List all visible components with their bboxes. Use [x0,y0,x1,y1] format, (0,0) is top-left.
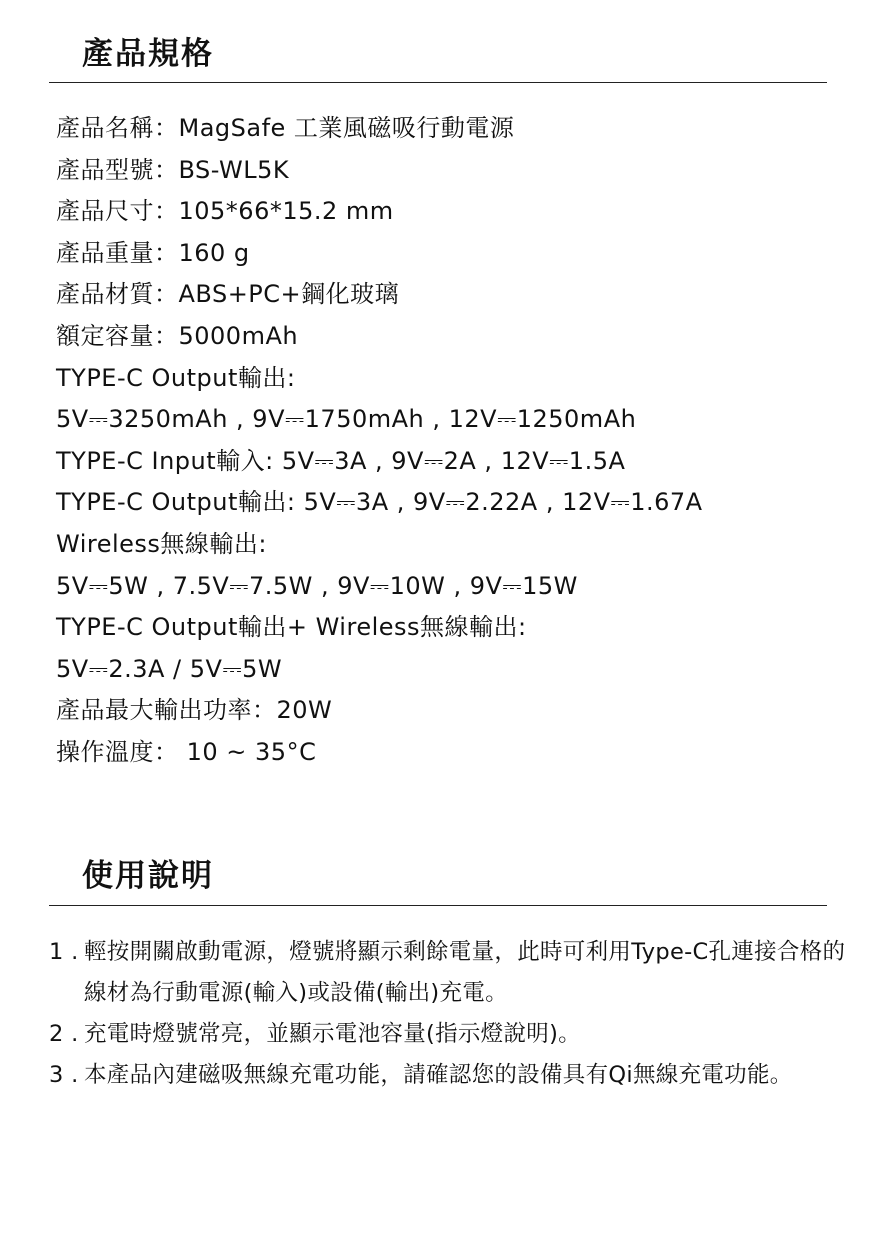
spec-line-product-name: 產品名稱：MagSafe 工業風磁吸行動電源 [56,114,515,142]
usage-item-text: 本產品內建磁吸無線充電功能，請確認您的設備具有Qi無線充電功能。 [84,1062,793,1088]
usage-item-number: 2 . [49,1021,79,1047]
spec-line-dimensions: 產品尺寸：105*66*15.2 mm [56,197,394,226]
spec-section-title: 產品規格 [82,36,214,72]
spec-line-model: 產品型號：BS-WL5K [56,155,290,184]
spec-line-wireless-heading: Wireless無線輸出: [56,529,268,558]
usage-item-text: 充電時燈號常亮，並顯示電池容量(指示燈說明)。 [84,1021,581,1047]
usage-section-title: 使用說明 [82,858,214,894]
spec-line-weight: 產品重量：160 g [56,238,250,267]
usage-item-number: 3 . [49,1062,79,1088]
usage-list [49,932,849,1096]
spec-line-typec-output: TYPE-C Output輸出: 5V⎓3A , 9V⎓2.22A , 12V⎓1.67A [56,488,703,517]
spec-divider [49,82,827,83]
spec-line-operating-temp: 操作溫度： 10 ~ 35°C [56,737,317,766]
usage-item [49,1055,849,1096]
spec-line-wireless-values: 5V⎓5W , 7.5V⎓7.5W , 9V⎓10W , 9V⎓15W [56,571,578,600]
usage-item-number: 1 . [49,939,79,965]
spec-line-combined-heading: TYPE-C Output輸出+ Wireless無線輸出: [56,613,527,642]
usage-divider [49,905,827,906]
spec-line-material: 產品材質：ABS+PC+鋼化玻璃 [56,280,400,309]
usage-item-text: 輕按開關啟動電源，燈號將顯示剩餘電量，此時可利用Type-C孔連接合格的線材為行動電源(輸入)或設備(輸出)充電。 [84,939,846,1006]
spec-line-typec-input: TYPE-C Input輸入: 5V⎓3A , 9V⎓2A , 12V⎓1.5A [56,446,626,475]
spec-line-max-power: 產品最大輸出功率：20W [56,696,333,725]
spec-line-combined-values: 5V⎓2.3A / 5V⎓5W [56,654,283,683]
spec-list [56,108,703,774]
usage-item [49,932,849,1014]
spec-line-typec-output-heading: TYPE-C Output輸出: [56,363,296,392]
spec-line-typec-output-mah: 5V⎓3250mAh , 9V⎓1750mAh , 12V⎓1250mAh [56,405,637,434]
usage-item [49,1014,849,1055]
spec-line-capacity: 額定容量：5000mAh [56,321,299,350]
